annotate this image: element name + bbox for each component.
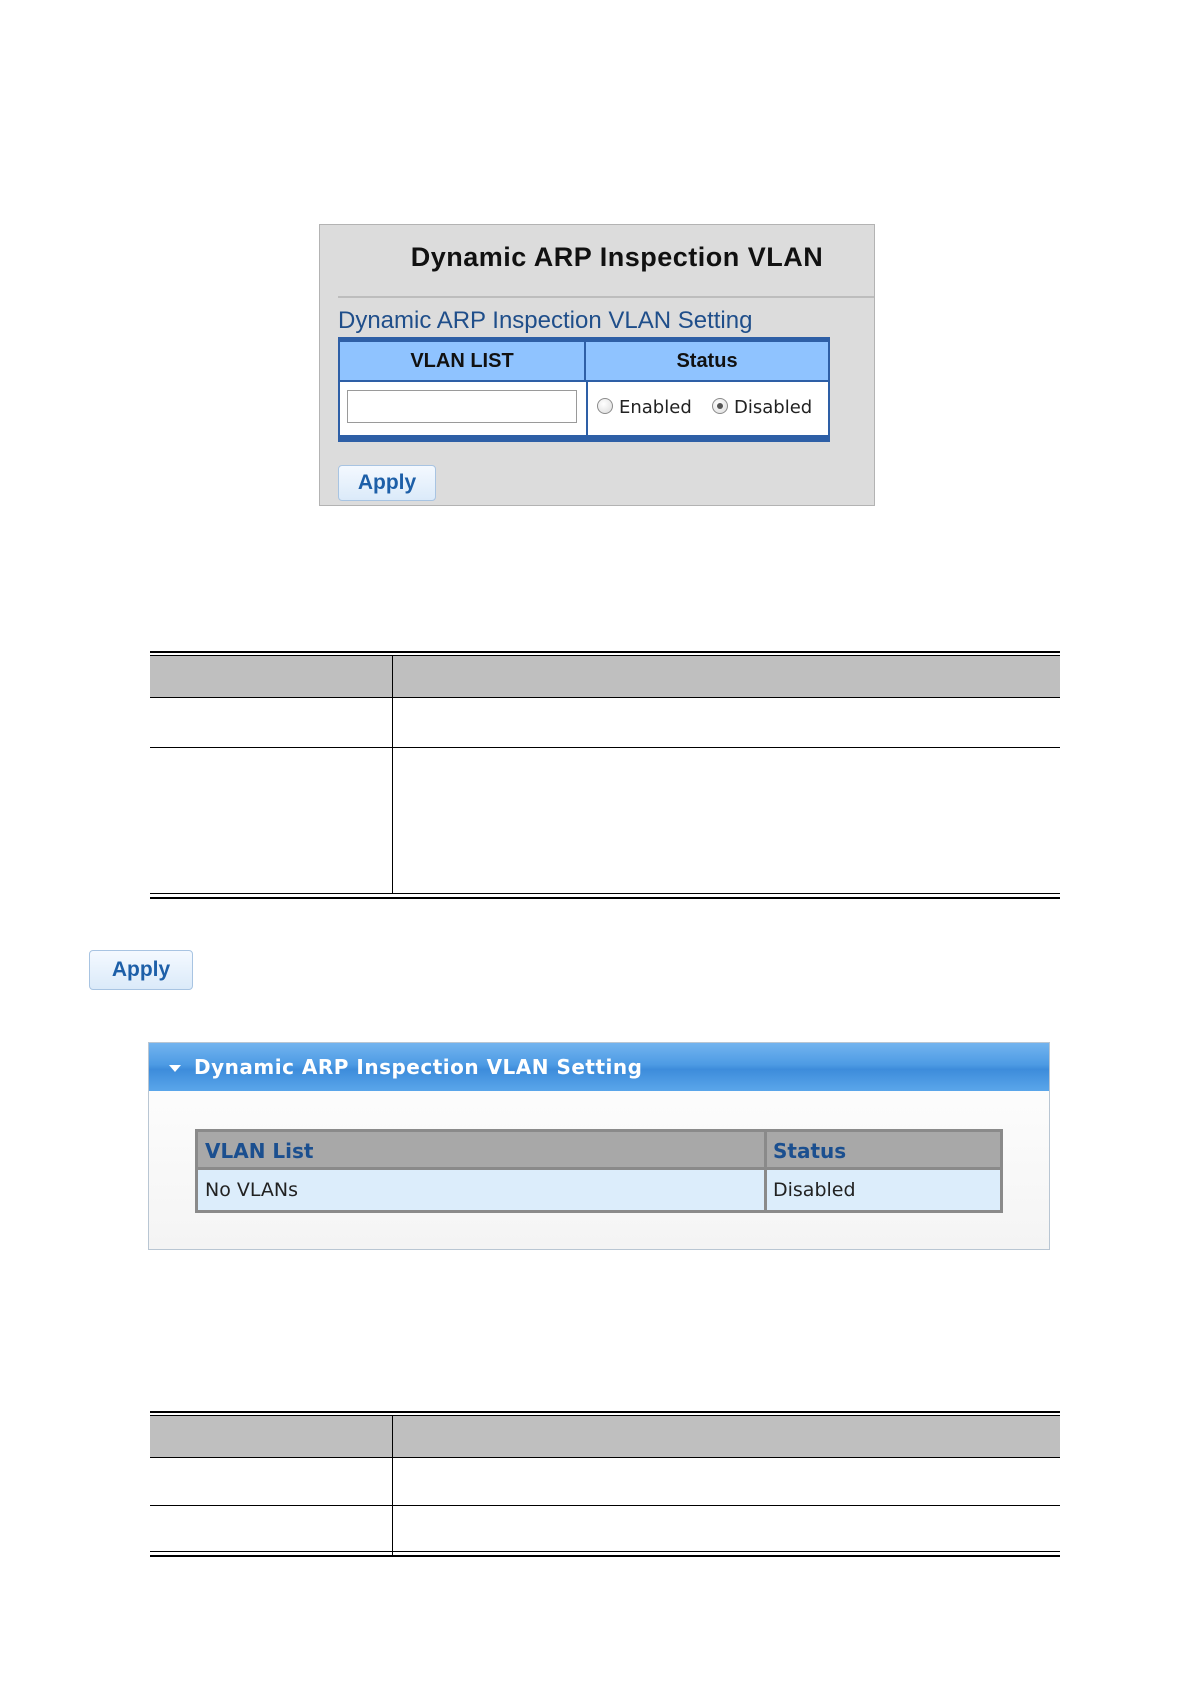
table-header-row <box>198 1132 1000 1170</box>
panel-title: Dynamic ARP Inspection VLAN Setting <box>194 1055 643 1079</box>
table-cell <box>150 1506 393 1555</box>
table-cell <box>393 698 1060 747</box>
object-description-table <box>150 1412 1060 1555</box>
column-header-status: Status <box>676 350 738 372</box>
dai-vlan-settings-panel <box>319 224 875 506</box>
vlan-list-input[interactable] <box>347 390 577 423</box>
table-header-row <box>150 656 1060 698</box>
table-cell <box>393 656 1060 697</box>
table-row <box>150 1458 1060 1506</box>
apply-button[interactable]: Apply <box>89 950 193 990</box>
column-divider <box>586 382 588 435</box>
vlan-list-value: No VLANs <box>205 1179 299 1201</box>
table-cell <box>150 1416 393 1457</box>
table-cell <box>393 1416 1060 1457</box>
table-bottom-rule <box>150 893 1060 894</box>
panel-header[interactable] <box>149 1043 1049 1091</box>
vlan-status-table <box>195 1129 1003 1213</box>
table-cell <box>150 656 393 697</box>
column-header-status: Status <box>773 1139 847 1163</box>
table-header-row <box>150 1416 1060 1458</box>
table-cell <box>150 1458 393 1505</box>
apply-button[interactable]: Apply <box>338 465 436 501</box>
vlan-settings-table <box>338 337 830 442</box>
status-disabled-option[interactable] <box>712 397 812 418</box>
parameter-description-table <box>150 652 1060 894</box>
page-title: Dynamic ARP Inspection VLAN <box>410 242 824 272</box>
column-header-vlan-list: VLAN List <box>205 1139 314 1163</box>
table-row <box>150 698 1060 748</box>
column-header-vlan-list: VLAN LIST <box>340 342 586 380</box>
table-bottom-rule <box>150 897 1060 899</box>
table-bottom-rule <box>150 1555 1060 1557</box>
table-cell <box>393 1458 1060 1505</box>
section-title: Dynamic ARP Inspection VLAN Setting <box>338 307 753 334</box>
table-cell <box>150 748 393 894</box>
dai-vlan-status-panel <box>148 1042 1050 1250</box>
status-value: Disabled <box>773 1179 856 1201</box>
table-row <box>150 1506 1060 1555</box>
column-divider <box>764 1132 767 1210</box>
table-bottom-rule <box>150 1551 1060 1552</box>
enabled-label: Enabled <box>619 397 692 418</box>
status-enabled-option[interactable] <box>597 397 692 418</box>
disabled-radio[interactable] <box>712 398 728 414</box>
enabled-radio[interactable] <box>597 398 613 414</box>
table-cell <box>393 1506 1060 1555</box>
collapse-caret-icon[interactable] <box>169 1065 181 1072</box>
table-cell <box>150 698 393 747</box>
title-divider <box>338 296 874 298</box>
disabled-label: Disabled <box>734 397 813 418</box>
table-header-row <box>340 342 828 382</box>
table-row <box>150 748 1060 894</box>
table-cell <box>393 748 1060 894</box>
